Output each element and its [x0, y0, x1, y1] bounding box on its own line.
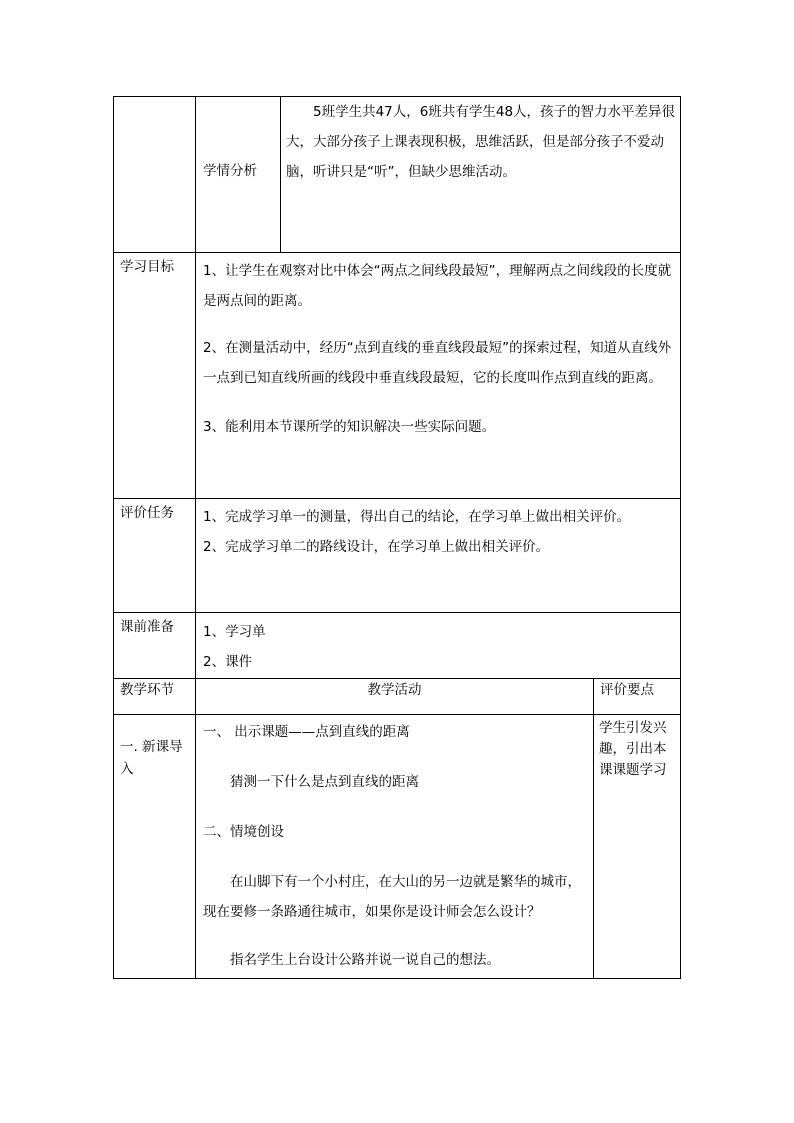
section1-evaluation-text: 学生引发兴趣，引出本课课题学习: [599, 720, 667, 778]
activity-student-design: 指名学生上台设计公路并说一说自己的想法。: [230, 952, 500, 968]
table-border-bottom: [113, 978, 681, 979]
row-divider: [113, 498, 681, 499]
assessment-content: [203, 502, 678, 562]
table-border-right: [680, 96, 681, 979]
situation-label: [203, 160, 279, 182]
section1-evaluation: [599, 718, 679, 781]
header-activity: [196, 679, 593, 701]
header-stage: [120, 679, 194, 701]
header-evaluation-text: 评价要点: [600, 682, 654, 698]
preparation-item-2: 2、课件: [203, 654, 253, 670]
situation-text: 5班学生共47人，6班共有学生48人，孩子的智力水平差异很大，大部分孩子上课表现积极，思维活跃，但是部分孩子不爱动脑，听讲只是“听”，但缺少思维活动。: [286, 104, 676, 180]
preparation-label-text: 课前准备: [120, 619, 174, 635]
column-divider: [593, 678, 594, 979]
activity-title: 一、 出示课题——点到直线的距离: [203, 724, 410, 740]
preparation-content: [203, 617, 678, 677]
section1-stage: [120, 736, 194, 780]
objective-item-2: 2、在测量活动中，经历“点到直线的垂直线段最短”的探索过程，知道从直线外一点到已知直线所画的线段中垂直线段最短，它的长度叫作点到直线的距离。: [203, 340, 672, 386]
objectives-label: [120, 256, 194, 278]
column-divider: [195, 96, 196, 979]
activity-scenario-title: 二、情境创设: [203, 824, 284, 840]
objectives-label-text: 学习目标: [120, 259, 174, 275]
activity-guess: 猜测一下什么是点到直线的距离: [230, 774, 419, 790]
objective-item-1: 1、让学生在观察对比中体会“两点之间线段最短”，理解两点之间线段的长度就是两点间的距离。: [203, 263, 672, 309]
activity-scenario: 在山脚下有一个小村庄，在大山的另一边就是繁华的城市，现在要修一条路通往城市，如果你是设计师会怎么设计？: [203, 874, 581, 920]
section1-stage-text: 一. 新课导入: [120, 739, 183, 777]
header-stage-text: 教学环节: [120, 682, 174, 698]
preparation-item-1: 1、学习单: [203, 624, 266, 640]
assessment-item-1: 1、完成学习单一的测量，得出自己的结论，在学习单上做出相关评价。: [203, 509, 631, 525]
preparation-label: [120, 616, 194, 638]
column-divider: [280, 96, 281, 253]
row-divider: [113, 714, 681, 715]
assessment-label-text: 评价任务: [120, 505, 174, 521]
objectives-content: [203, 256, 678, 442]
header-activity-text: 教学活动: [367, 682, 422, 698]
situation-label-text: 学情分析: [203, 163, 257, 179]
header-evaluation: [600, 679, 678, 701]
section1-activities: [203, 717, 591, 975]
row-divider: [113, 612, 681, 613]
table-border-left: [113, 96, 114, 979]
situation-text-cell: [286, 97, 678, 187]
objective-item-3: 3、能利用本节课所学的知识解决一些实际问题。: [203, 419, 496, 435]
assessment-label: [120, 502, 194, 524]
row-divider: [113, 252, 681, 253]
assessment-item-2: 2、完成学习单二的路线设计，在学习单上做出相关评价。: [203, 539, 550, 555]
